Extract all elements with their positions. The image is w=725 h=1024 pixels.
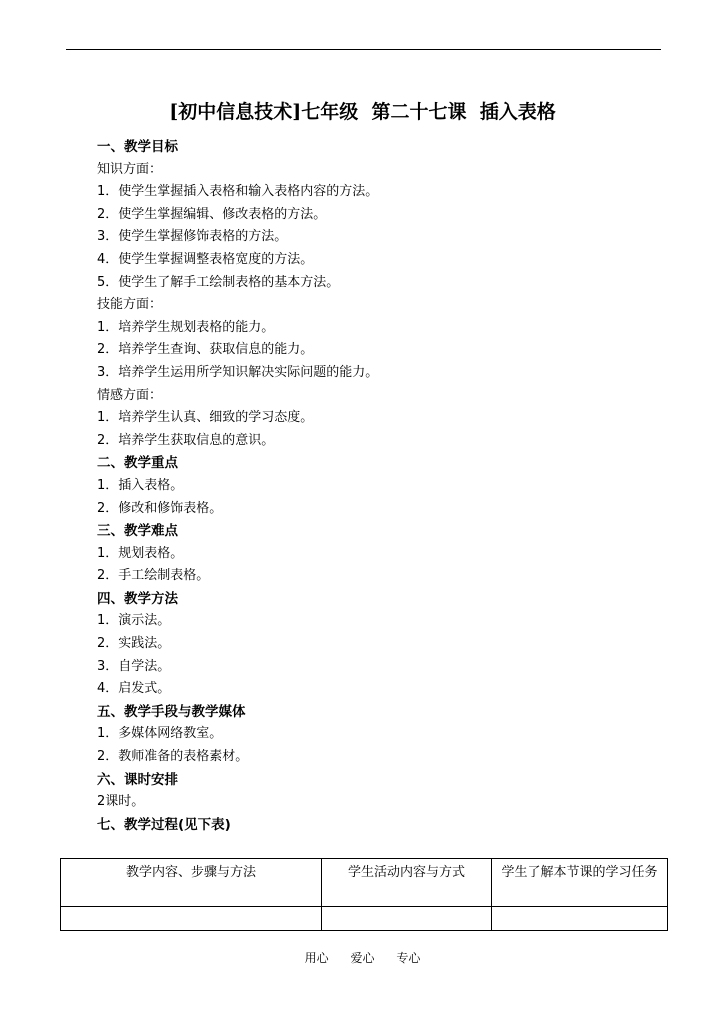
body-line: 2．培养学生查询、获取信息的能力。: [97, 342, 314, 358]
section-heading: 三、教学难点: [97, 523, 178, 540]
body-line: 2．培养学生获取信息的意识。: [97, 432, 275, 448]
body-line: 1．规划表格。: [97, 545, 184, 561]
body-line: 1．演示法。: [97, 613, 171, 629]
table-cell: [322, 907, 492, 931]
body-line: 2．修改和修饰表格。: [97, 500, 223, 516]
table-header-cell: 教学内容、步骤与方法: [61, 859, 322, 907]
teaching-process-table: [60, 858, 668, 931]
section-heading: 七、教学过程(见下表): [97, 816, 231, 833]
table-header-row: [61, 859, 668, 907]
body-line: 2．使学生掌握编辑、修改表格的方法。: [97, 206, 327, 222]
body-line: 2．实践法。: [97, 636, 171, 652]
body-line: 3．自学法。: [97, 658, 171, 674]
body-line: 3．培养学生运用所学知识解决实际问题的能力。: [97, 364, 379, 380]
section-heading: 六、课时安排: [97, 771, 178, 788]
body-line: 情感方面：: [97, 387, 163, 403]
body-line: 3．使学生掌握修饰表格的方法。: [97, 229, 288, 245]
body-line: 4．使学生掌握调整表格宽度的方法。: [97, 251, 314, 267]
document-body: [97, 136, 677, 836]
body-line: 5．使学生了解手工绘制表格的基本方法。: [97, 274, 340, 290]
body-line: 1．培养学生认真、细致的学习态度。: [97, 410, 314, 426]
footer-word: 专心: [396, 951, 421, 965]
table-header-cell: 学生活动内容与方式: [322, 859, 492, 907]
table-cell: [492, 907, 668, 931]
document-title: [初中信息技术]七年级 第二十七课 插入表格: [169, 101, 556, 123]
footer-word: 用心: [304, 951, 329, 965]
header-rule: [66, 49, 661, 50]
body-line: 技能方面：: [97, 297, 163, 313]
section-heading: 一、教学目标: [97, 139, 178, 155]
page-footer: [0, 948, 725, 968]
body-line: 2．手工绘制表格。: [97, 568, 210, 584]
section-heading: 五、教学手段与教学媒体: [97, 703, 246, 720]
body-line: 2．教师准备的表格素材。: [97, 749, 249, 765]
body-line: 2课时。: [97, 794, 145, 810]
table-row: [61, 907, 668, 931]
table-header-cell: 学生了解本节课的学习任务: [492, 859, 668, 907]
table-cell: [61, 907, 322, 931]
body-line: 1．使学生掌握插入表格和输入表格内容的方法。: [97, 184, 379, 200]
footer-word: 爱心: [350, 951, 375, 965]
body-line: 知识方面：: [97, 161, 163, 177]
section-heading: 二、教学重点: [97, 455, 178, 472]
body-line: 1．插入表格。: [97, 477, 184, 493]
section-heading: 四、教学方法: [97, 590, 178, 607]
body-line: 1．多媒体网络教室。: [97, 726, 223, 742]
body-line: 4．启发式。: [97, 681, 171, 697]
body-line: 1．培养学生规划表格的能力。: [97, 319, 275, 335]
